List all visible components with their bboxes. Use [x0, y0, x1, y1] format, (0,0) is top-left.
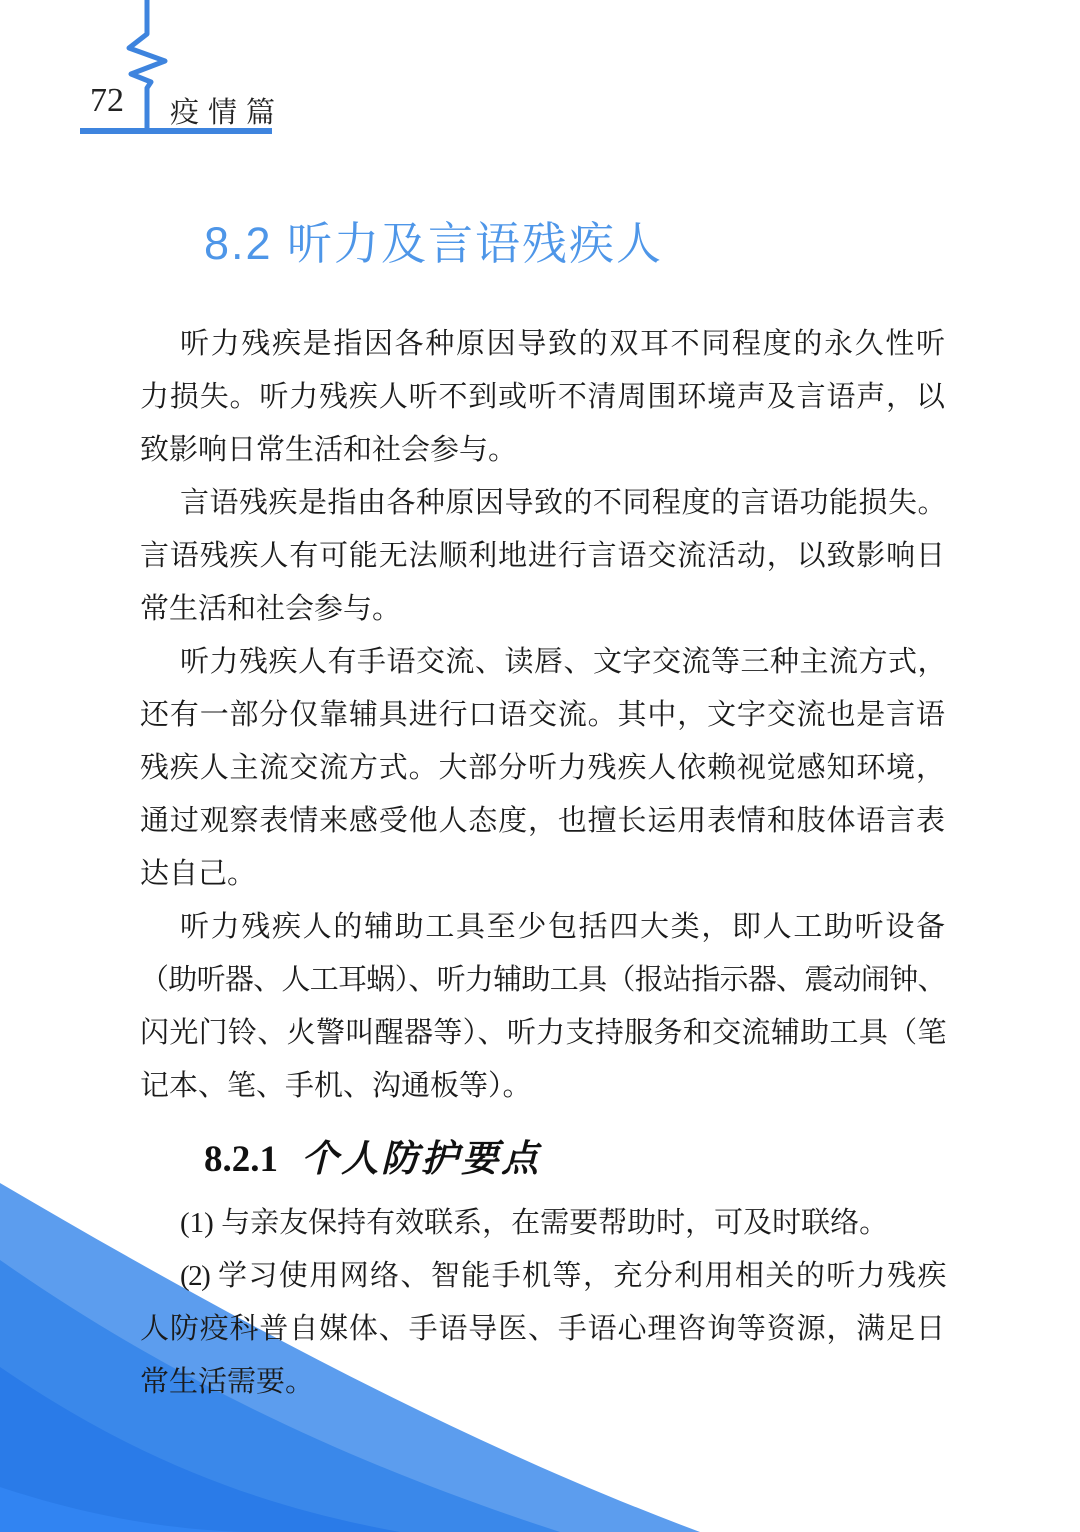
- page-number: 72: [90, 82, 124, 119]
- text-line: 达自己。: [140, 858, 257, 890]
- zigzag-line-icon: [129, 0, 165, 131]
- text-line: 记本、笔、手机、沟通板等）。: [140, 1070, 532, 1102]
- text-line: 言语残疾是指由各种原因导致的不同程度的言语功能损失。: [180, 487, 945, 519]
- paragraph-1: [140, 318, 945, 477]
- text-line: 力损失。听力残疾人听不到或听不清周围环境声及言语声，以: [140, 381, 945, 413]
- numbered-list: [140, 1197, 945, 1409]
- content-area: [140, 216, 945, 1409]
- text-line: 还有一部分仅靠辅具进行口语交流。其中，文字交流也是言语: [140, 699, 945, 731]
- text-line: 言语残疾人有可能无法顺利地进行言语交流活动，以致影响日: [140, 540, 945, 572]
- subsection-number: 8.2.1: [204, 1139, 278, 1180]
- text-line: 听力残疾是指因各种原因导致的双耳不同程度的永久性听: [180, 328, 945, 360]
- subsection-title-text: 个人防护要点: [301, 1139, 542, 1180]
- list-item: (1) 与亲友保持有效联系，在需要帮助时，可及时联络。: [180, 1207, 889, 1239]
- list-item: 人防疫科普自媒体、手语导医、手语心理咨询等资源，满足日: [140, 1313, 945, 1345]
- text-line: 通过观察表情来感受他人态度，也擅长运用表情和肢体语言表: [140, 805, 945, 837]
- list-item: (2) 学习使用网络、智能手机等，充分利用相关的听力残疾: [180, 1260, 945, 1292]
- list-item: 常生活需要。: [140, 1366, 315, 1398]
- text-line: 闪光门铃、火警叫醒器等）、听力支持服务和交流辅助工具（笔: [140, 1017, 945, 1049]
- paragraph-2: [140, 477, 945, 636]
- text-line: 残疾人主流交流方式。大部分听力残疾人依赖视觉感知环境，: [140, 752, 945, 784]
- section-label: 疫情篇: [170, 97, 285, 129]
- body-text: [140, 318, 945, 1113]
- paragraph-3: [140, 636, 945, 901]
- text-line: （助听器、人工耳蜗）、听力辅助工具（报站指示器、震动闹钟、: [140, 964, 945, 996]
- subsection-heading: [204, 1123, 945, 1197]
- text-line: 听力残疾人的辅助工具至少包括四大类，即人工助听设备: [180, 911, 945, 943]
- section-title: 8.2 听力及言语残疾人: [204, 218, 664, 269]
- text-line: 常生活和社会参与。: [140, 593, 402, 625]
- text-line: 致影响日常生活和社会参与。: [140, 434, 518, 466]
- text-line: 听力残疾人有手语交流、读唇、文字交流等三种主流方式，: [180, 646, 945, 678]
- paragraph-4: [140, 901, 945, 1113]
